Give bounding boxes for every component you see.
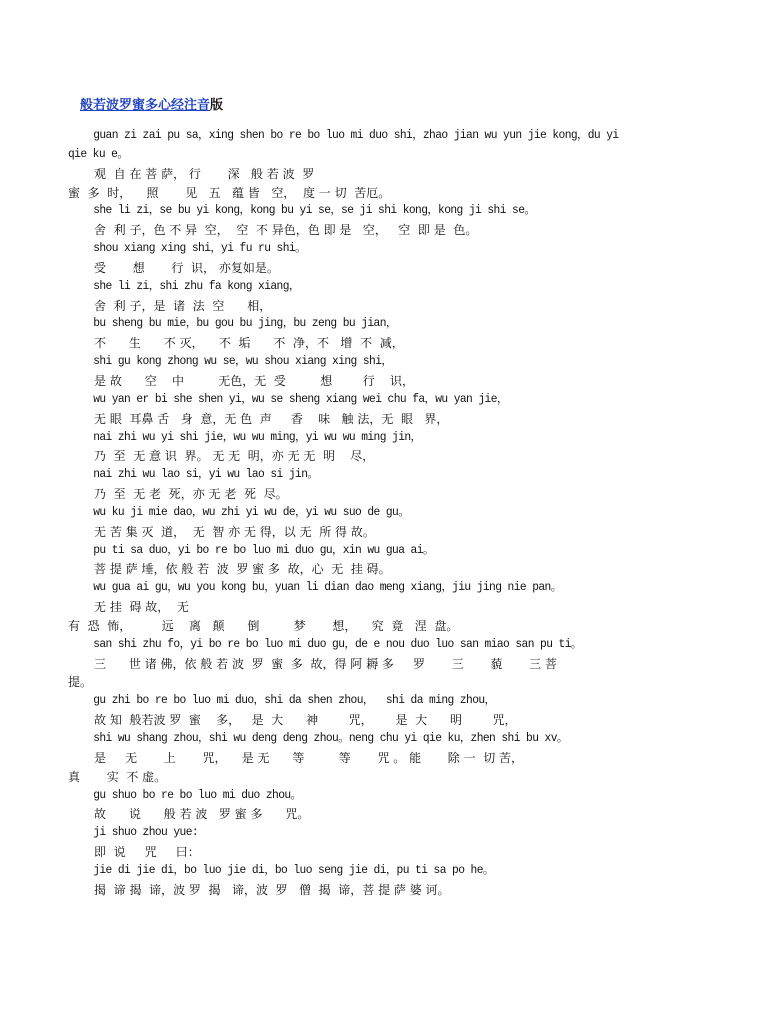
chinese-line: 无 眼 耳鼻 舌 身 意，无 色 声 香 味 触 法，无 眼 界， — [94, 411, 449, 426]
pinyin-line: pu ti sa duo，yi bo re bo luo mi duo gu，xin wu gua ai。 — [93, 543, 434, 557]
document-title — [80, 94, 223, 113]
title-link[interactable]: 般若波罗蜜多心经注音 — [80, 98, 211, 113]
pinyin-line: gu zhi bo re bo luo mi duo，shi da shen zhou， shi da ming zhou， — [93, 694, 496, 708]
chinese-line: 观 自 在 菩 萨， 行 深 般 若 波 罗 — [94, 166, 315, 181]
sutra-text — [68, 127, 708, 900]
pinyin-line: nai zhi wu yi shi jie，wu wu ming，yi wu wu ming jin， — [93, 430, 422, 444]
chinese-line: 菩 提 萨 埵，依 般 若 波 罗 蜜 多 故，心 无 挂 碍。 — [94, 562, 391, 577]
chinese-line: 舍 利 子，色 不 异 空， 空 不 异色，色 即 是 空， 空 即 是 色。 — [94, 223, 478, 238]
pinyin-line: wu gua ai gu，wu you kong bu，yuan li dian dao meng xiang，jiu jing nie pan。 — [93, 581, 562, 595]
chinese-line: 是 无 上 咒， 是 无 等 等 咒 。 能 除 一 切 苦， — [94, 750, 524, 765]
pinyin-line: wu yan er bi she shen yi，wu se sheng xiang wei chu fa，wu yan jie， — [93, 392, 508, 406]
pinyin-line: wu ku ji mie dao，wu zhi yi wu de，yi wu suo de gu。 — [93, 505, 409, 519]
pinyin-line: jie di jie di，bo luo jie di，bo luo seng jie di，pu ti sa po he。 — [93, 863, 494, 877]
chinese-line: 有 恐 怖， 远 离 颠 倒 梦 想， 究 竟 涅 盘。 — [68, 618, 459, 633]
pinyin-line: shi gu kong zhong wu se，wu shou xiang xing shi， — [93, 355, 393, 369]
chinese-line: 是 故 空 中 无色，无 受 想 行 识， — [94, 373, 415, 388]
chinese-line: 真 实 不 虚。 — [68, 769, 167, 784]
pinyin-line: guan zi zai pu sa，xing shen bo re bo luo mi duo shi，zhao jian wu yun jie kong，du yi — [93, 129, 619, 142]
chinese-line: 乃 至 无 老 死，亦 无 老 死 尽。 — [94, 487, 288, 502]
chinese-line: 乃 至 无 意 识 界。 无 无 明，亦 无 无 明 尽， — [94, 449, 375, 464]
pinyin-line: ji shuo zhou yue: — [93, 826, 199, 840]
pinyin-line: qie ku e。 — [68, 147, 129, 161]
pinyin-line: nai zhi wu lao si，yi wu lao si jin。 — [93, 468, 319, 482]
chinese-line: 揭 谛 揭 谛，波 罗 揭 谛，波 罗 僧 揭 谛，菩 提 萨 婆 诃。 — [94, 882, 450, 897]
chinese-line: 无 苦 集 灭 道， 无 智 亦 无 得，以 无 所 得 故。 — [94, 524, 375, 539]
pinyin-line: she li zi，shi zhu fa kong xiang， — [93, 279, 300, 293]
chinese-line: 故 说 般 若 波 罗 蜜 多 咒。 — [94, 807, 310, 822]
chinese-line: 无 挂 碍 故， 无 — [94, 600, 189, 615]
chinese-line: 不 生 不 灭， 不 垢 不 净，不 增 不 减， — [94, 336, 404, 351]
chinese-line: 蜜 多 时， 照 见 五 蕴 皆 空， 度 一 切 苦厄。 — [68, 185, 391, 200]
pinyin-line: shou xiang xing shi，yi fu ru shi。 — [93, 242, 306, 256]
pinyin-line: shi wu shang zhou，shi wu deng deng zhou。neng chu yi qie ku，zhen shi bu xv。 — [93, 732, 568, 745]
chinese-line: 受 想 行 识， 亦复如是。 — [94, 260, 279, 275]
title-suffix: 版 — [210, 98, 224, 113]
pinyin-line: bu sheng bu mie，bu gou bu jing，bu zeng bu jian， — [93, 317, 397, 331]
chinese-line: 三 世 诸 佛，依 般 若 波 罗 蜜 多 故，得 阿 耨 多 罗 三 藐 三 菩 — [94, 656, 557, 671]
pinyin-line: she li zi，se bu yi kong，kong bu yi se，se ji shi kong，kong ji shi se。 — [93, 204, 536, 218]
pinyin-line: gu shuo bo re bo luo mi duo zhou。 — [93, 788, 302, 802]
chinese-line: 故 知 般若波 罗 蜜 多， 是 大 神 咒， 是 大 明 咒， — [94, 713, 517, 728]
chinese-line: 即 说 咒 曰： — [94, 845, 200, 860]
chinese-line: 提。 — [68, 675, 93, 690]
chinese-line: 舍 利 子，是 诸 法 空 相， — [94, 298, 272, 313]
pinyin-line: san shi zhu fo，yi bo re bo luo mi duo gu，de e nou duo luo san miao san pu ti。 — [93, 637, 582, 651]
